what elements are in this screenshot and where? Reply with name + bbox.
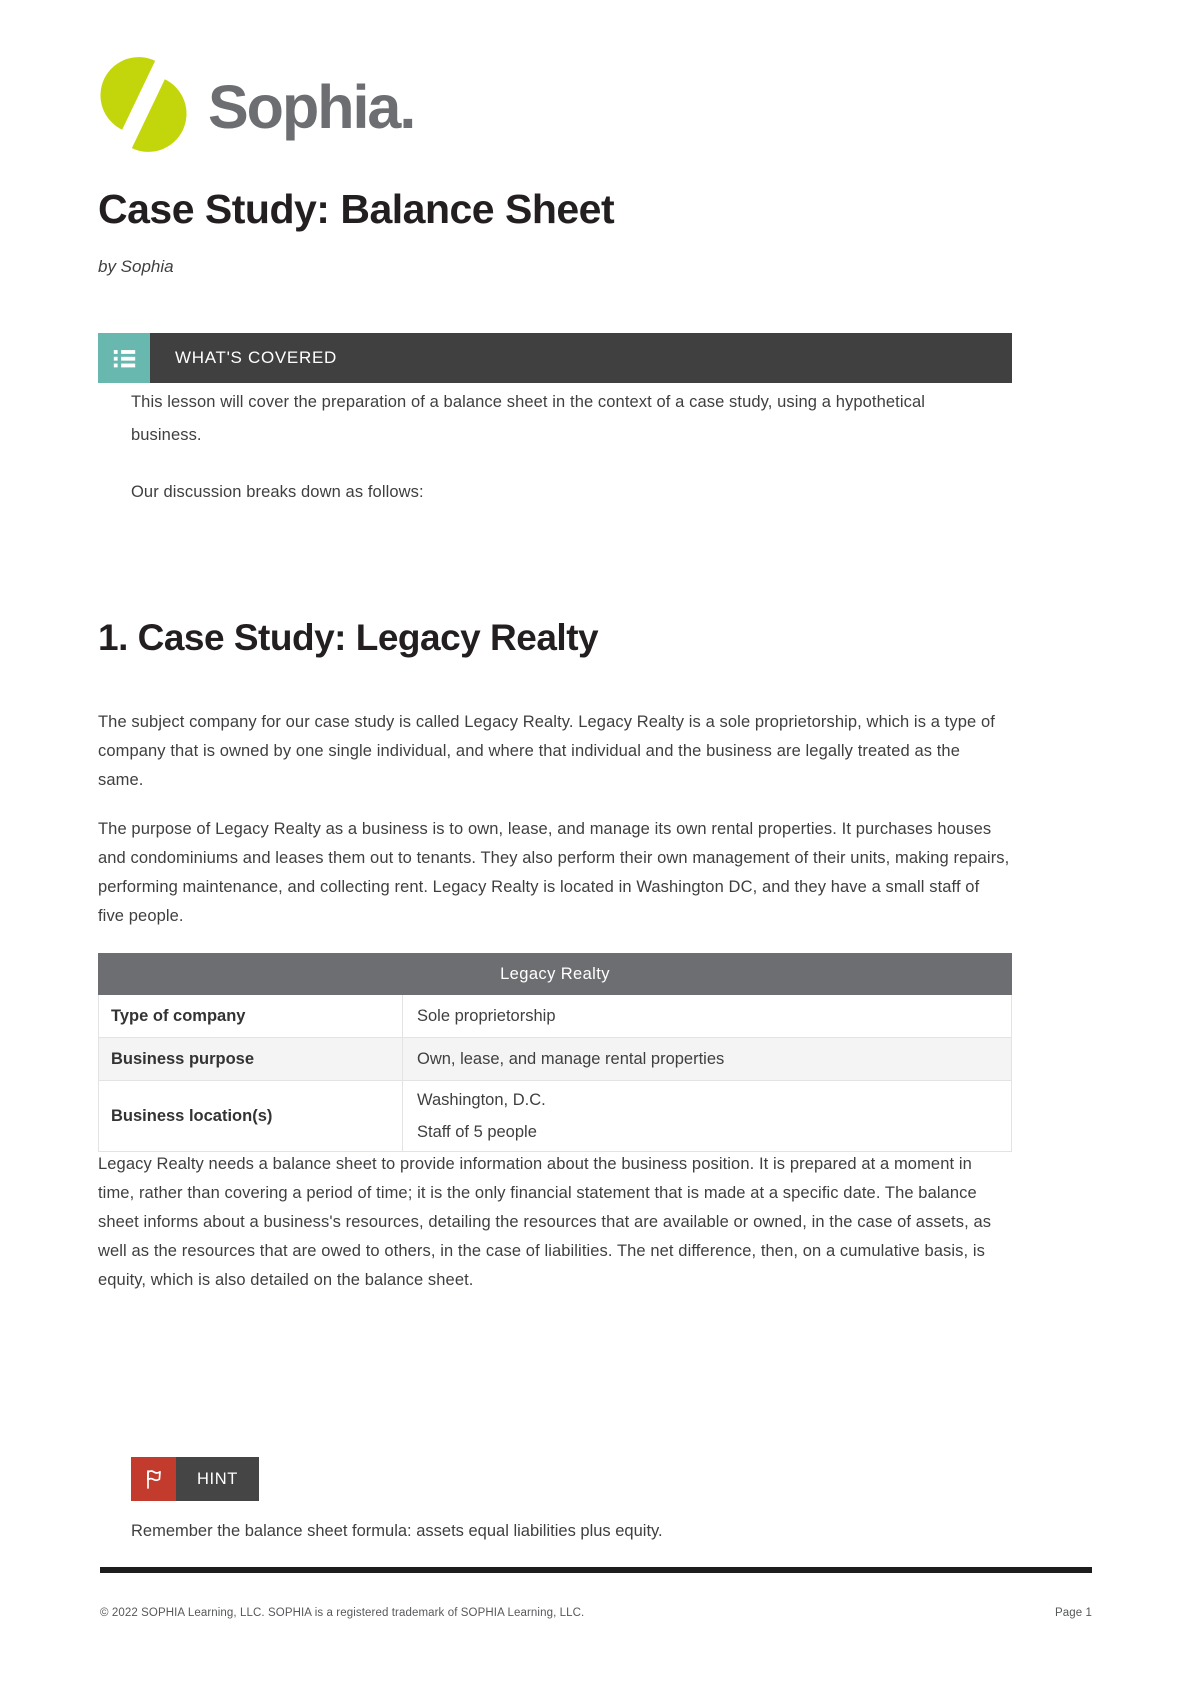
whats-covered-label: WHAT'S COVERED (150, 333, 1012, 383)
row-value (403, 995, 1011, 1037)
hint-label: HINT (176, 1457, 259, 1501)
brand-text: Sophia. (208, 72, 415, 141)
value-line: Washington, D.C. (417, 1091, 546, 1109)
table-row (98, 995, 1012, 1038)
row-label: Business location(s) (99, 1081, 403, 1151)
body-paragraph-1: The subject company for our case study is called Legacy Realty. Legacy Realty is a sole proprietorship, which is a type of company that is owned by one single individual, and where that individual and the business are legally treated as the same. (98, 713, 995, 789)
footer-page-number: Page 1 (1054, 1607, 1092, 1619)
row-label: Type of company (99, 995, 403, 1037)
sophia-logo (95, 55, 414, 154)
value-line: Own, lease, and manage rental properties (417, 1050, 725, 1068)
footer-rule (100, 1567, 1092, 1573)
body-paragraph-3: Legacy Realty needs a balance sheet to provide information about the business position. It is prepared at a moment in time, rather than covering a period of time; it is the only financial statement that is made at a specific date. The balance sheet informs about a business's resources, detailing the resources that are available or owned, in the case of assets, as well as the resources that are owed to others, in the case of liabilities. The net difference, then, on a cumulative basis, is equity, which is also detailed on the balance sheet. (98, 1155, 992, 1289)
row-value (403, 1081, 1011, 1151)
row-value (403, 1038, 1011, 1080)
page-title: Case Study: Balance Sheet (98, 186, 615, 232)
row-label: Business purpose (99, 1038, 403, 1080)
value-line: Staff of 5 people (417, 1123, 537, 1141)
whats-covered-icon-cell (98, 333, 150, 383)
hint-box (131, 1457, 259, 1501)
footer-copyright: © 2022 SOPHIA Learning, LLC. SOPHIA is a registered trademark of SOPHIA Learning, LLC. (100, 1607, 585, 1619)
byline: by Sophia (98, 257, 174, 276)
table-row (98, 1081, 1012, 1152)
hint-text: Remember the balance sheet formula: assets equal liabilities plus equity. (131, 1522, 663, 1540)
whats-covered-paragraph-2: Our discussion breaks down as follows: (131, 483, 424, 501)
hint-icon-cell (131, 1457, 176, 1501)
table-row (98, 1038, 1012, 1081)
flag-icon (142, 1467, 166, 1491)
footer (100, 1607, 1092, 1619)
list-icon (111, 345, 138, 372)
table-title: Legacy Realty (98, 953, 1012, 995)
legacy-realty-table (98, 953, 1012, 1152)
section-heading: 1. Case Study: Legacy Realty (98, 617, 599, 658)
value-line: Sole proprietorship (417, 1007, 556, 1025)
whats-covered-paragraph-1: This lesson will cover the preparation of a balance sheet in the context of a case study, using a hypothetical business. (131, 393, 925, 444)
whats-covered-banner (98, 333, 1012, 383)
sophia-leaf-icon (95, 55, 192, 154)
body-paragraph-2: The purpose of Legacy Realty as a business is to own, lease, and manage its own rental properties. It purchases houses and condominiums and leases them out to tenants. They also perform their own management of their units, making repairs, performing maintenance, and collecting rent. Legacy Realty is located in Washington DC, and they have a small staff of five people. (98, 820, 1010, 925)
